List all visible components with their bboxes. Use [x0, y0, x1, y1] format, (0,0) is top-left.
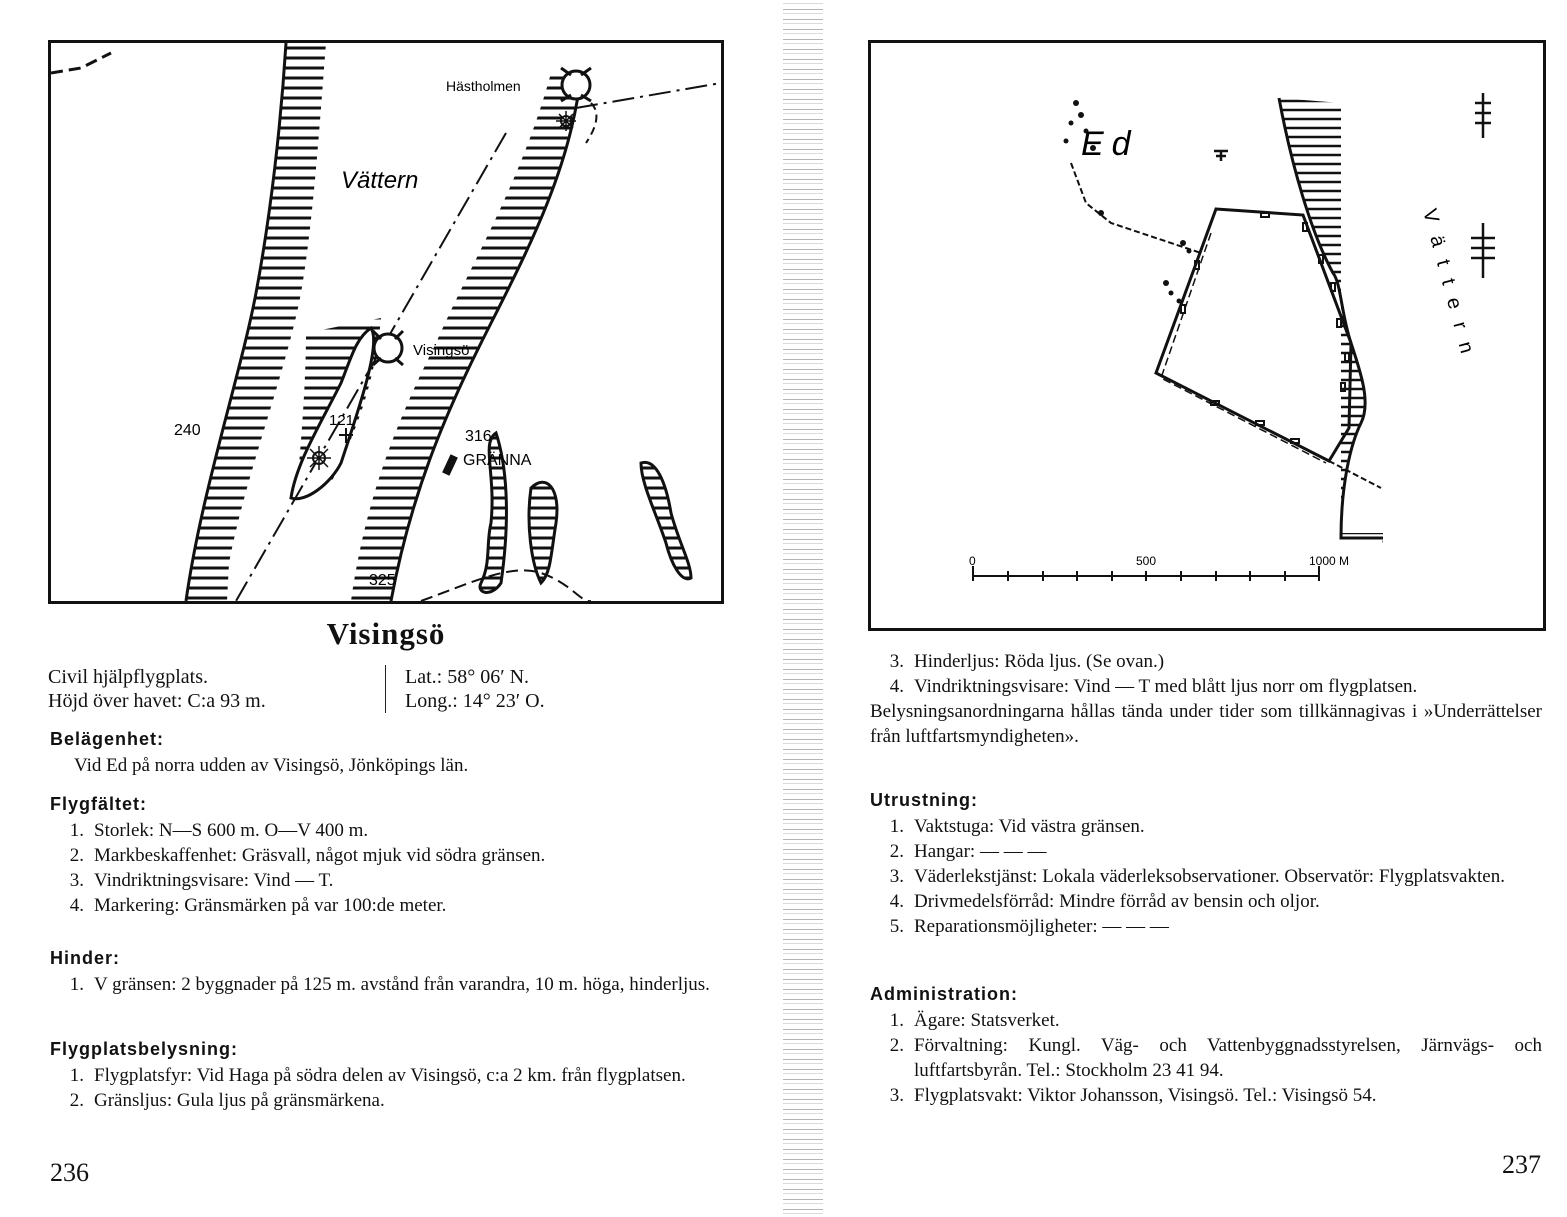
section-hinder	[50, 946, 725, 997]
item-number: 3.	[889, 866, 904, 887]
page-number-right: 237	[1502, 1150, 1541, 1179]
longitude: Long.: 14° 23′ O.	[405, 690, 545, 712]
region-map-drawing	[51, 43, 721, 601]
list-item	[870, 864, 1542, 889]
road-south	[1329, 461, 1381, 488]
elevation-121: 121	[329, 412, 355, 429]
list-item	[870, 674, 1542, 699]
item-number: 4.	[889, 891, 904, 912]
small-lake-2	[529, 482, 557, 583]
road	[1071, 163, 1201, 253]
boundary-e	[586, 103, 596, 143]
item-text: Markbeskaffenhet: Gräsvall, något mjuk vid södra gränsen.	[94, 845, 546, 866]
lighthouse-symbol-north	[556, 111, 576, 131]
airfield-title: Visingsö	[326, 616, 446, 651]
item-number: 3.	[69, 870, 84, 891]
list-item	[870, 839, 1542, 864]
list-item	[870, 1083, 1542, 1108]
boundary-s	[421, 570, 591, 601]
boundary-ne	[576, 83, 721, 108]
item-text: V gränsen: 2 byggnader på 125 m. avstånd från varandra, 10 m. höga, hinderljus.	[94, 974, 710, 995]
item-number: 1.	[69, 974, 84, 995]
list-item	[50, 818, 725, 843]
item-number: 1.	[69, 820, 84, 841]
item-number: 5.	[889, 916, 904, 937]
item-number: 2.	[889, 841, 904, 862]
heading-flygfaltet: Flygfältet:	[50, 794, 148, 814]
list-item	[870, 914, 1542, 939]
heading-belagenhet: Belägenhet:	[50, 729, 165, 749]
airfield-symbol-visingso	[373, 331, 403, 365]
list-item	[50, 893, 725, 918]
list-item	[870, 1033, 1542, 1083]
list-item	[870, 649, 1542, 674]
page-number-left: 236	[50, 1158, 89, 1187]
item-text: Reparationsmöjligheter: — — —	[914, 916, 1169, 937]
section-flygplatsbelysning	[50, 1037, 725, 1113]
small-lake-3	[641, 462, 691, 578]
item-text: Hangar: — — —	[914, 841, 1047, 862]
item-text: Markering: Gränsmärken på var 100:de meter.	[94, 895, 447, 916]
list-item	[50, 843, 725, 868]
heading-hinder: Hinder:	[50, 948, 120, 968]
item-text: Vindriktningsvisare: Vind — T.	[94, 870, 334, 891]
item-text: Vaktstuga: Vid västra gränsen.	[914, 816, 1145, 837]
info-divider	[385, 665, 386, 713]
belagenhet-text: Vid Ed på norra udden av Visingsö, Jönköpings län.	[74, 755, 469, 776]
item-number: 4.	[69, 895, 84, 916]
heading-utrustning: Utrustning:	[870, 790, 978, 810]
item-number: 2.	[69, 1090, 84, 1111]
item-text: Drivmedelsförråd: Mindre förråd av bensin och oljor.	[914, 891, 1320, 912]
list-item	[50, 868, 725, 893]
place-label-ed: Ed	[1081, 125, 1139, 163]
airfield-map	[868, 40, 1546, 631]
airfield-height: Höjd över havet: C:a 93 m.	[48, 690, 266, 712]
item-text: Vindriktningsvisare: Vind — T med blått ljus norr om flygplatsen.	[914, 676, 1418, 697]
item-text: Ägare: Statsverket.	[914, 1010, 1060, 1031]
list-item	[870, 1008, 1542, 1033]
section-administration	[870, 982, 1542, 1108]
item-number: 2.	[889, 1035, 904, 1056]
item-text: Hinderljus: Röda ljus. (Se ovan.)	[914, 651, 1165, 672]
wind-t-indicator	[1214, 151, 1228, 161]
lake-label-vattern: Vättern	[341, 167, 419, 194]
right-page	[800, 0, 1567, 1217]
town-granna-marker	[442, 454, 458, 476]
airfield-type: Civil hjälpflygplats.	[48, 666, 208, 688]
item-text: Gränsljus: Gula ljus på gränsmärkena.	[94, 1090, 385, 1111]
lighthouse-symbol-haga	[307, 446, 331, 470]
scale-label-0: 0	[969, 554, 976, 568]
section-belagenhet	[50, 727, 725, 778]
item-number: 3.	[889, 1085, 904, 1106]
item-number: 2.	[69, 845, 84, 866]
scale-label-1000: 1000 M	[1309, 554, 1350, 568]
section-utrustning	[870, 788, 1542, 939]
west-shore-hatching	[186, 43, 326, 601]
item-number: 3.	[889, 651, 904, 672]
lake-label-vattern: Vättern	[1418, 206, 1482, 370]
item-text: Flygplatsfyr: Vid Haga på södra delen av Visingsö, c:a 2 km. från flygplatsen.	[94, 1065, 686, 1086]
item-number: 1.	[889, 1010, 904, 1031]
section-flygfaltet	[50, 792, 725, 918]
item-number: 4.	[889, 676, 904, 697]
section-belysning-continued	[870, 649, 1542, 749]
list-item	[870, 814, 1542, 839]
item-text: Flygplatsvakt: Viktor Johansson, Visingsö. Tel.: Visingsö 54.	[914, 1085, 1377, 1106]
boundary-nw	[51, 53, 111, 73]
item-number: 1.	[889, 816, 904, 837]
label-hastholmen: Hästholmen	[446, 78, 521, 94]
item-text: Storlek: N—S 600 m. O—V 400 m.	[94, 820, 369, 841]
scale-bar	[973, 566, 1319, 581]
latitude: Lat.: 58° 06′ N.	[405, 666, 530, 688]
heading-administration: Administration:	[870, 984, 1018, 1004]
label-granna: GRÄNNA	[463, 452, 532, 469]
item-text: Förvaltning: Kungl. Väg- och Vattenbyggnadsstyrelsen, Järnvägs- och luftfartsbyrån. Tel.: Stockholm 23 41 94.	[914, 1035, 1542, 1081]
north-arrow	[1471, 93, 1495, 278]
scale-label-500: 500	[1136, 554, 1157, 568]
item-number: 1.	[69, 1065, 84, 1086]
list-item	[50, 1088, 725, 1113]
list-item	[50, 972, 725, 997]
airfield-type-and-height	[48, 665, 266, 713]
region-map	[48, 40, 724, 604]
elevation-240: 240	[174, 422, 201, 439]
lighting-paragraph: Belysningsanordningarna hållas tända under tider som tillkännagivas i »Underrättelser från luftfartsmyndigheten».	[870, 701, 1542, 747]
airfield-map-drawing	[871, 43, 1543, 628]
airfield-symbol-hastholmen	[561, 68, 591, 101]
heading-flygplatsbelysning: Flygplatsbelysning:	[50, 1039, 239, 1059]
left-page	[0, 0, 780, 1217]
list-item	[870, 889, 1542, 914]
boundary-inner-line	[1161, 233, 1326, 463]
elevation-325: 325	[369, 572, 396, 589]
label-visingso: Visingsö	[413, 342, 470, 359]
elevation-316: 316	[465, 428, 492, 445]
list-item	[50, 1063, 725, 1088]
airfield-coordinates	[405, 665, 545, 713]
item-text: Väderlekstjänst: Lokala väderleksobservationer. Observatör: Flygplatsvakten.	[914, 866, 1505, 887]
